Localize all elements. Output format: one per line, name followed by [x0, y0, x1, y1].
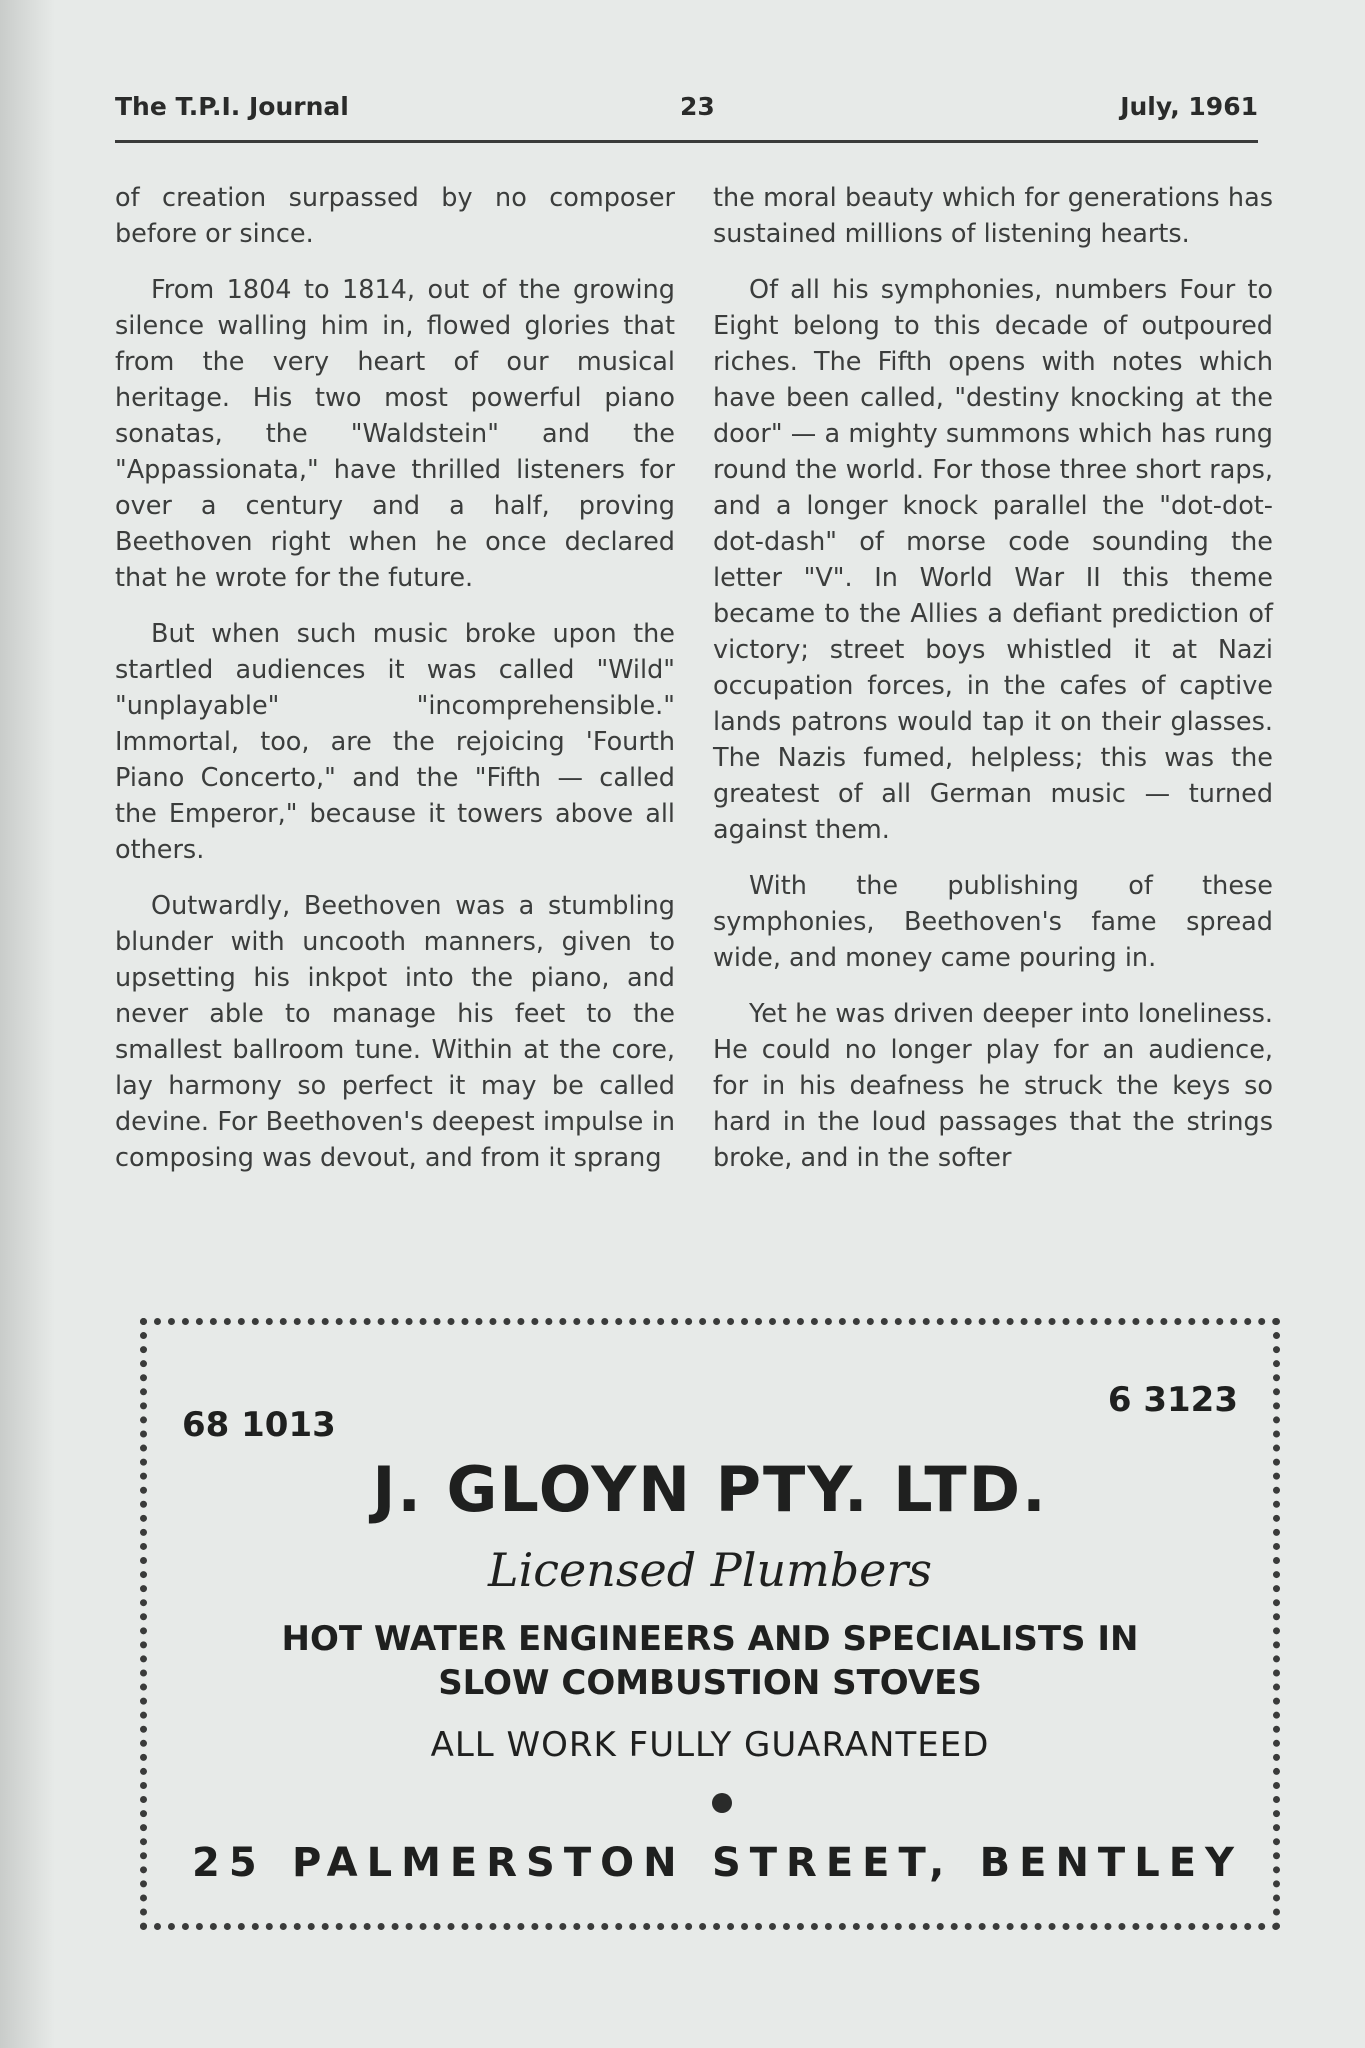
- bullet-dot-icon: [712, 1793, 732, 1813]
- paragraph: But when such music broke upon the startled audiences it was called "Wild" "unplayable" "incomprehensible." Immortal, too, are the rejoicing 'Fourth Piano Concerto," and the "Fifth — called the Emperor," because it towers above all others.: [115, 619, 675, 865]
- ad-phone-left: 68 1013: [182, 1405, 336, 1445]
- ad-address: 25 PALMERSTON STREET, BENTLEY: [192, 1840, 1243, 1886]
- paragraph: From 1804 to 1814, out of the growing silence walling him in, flowed glories that from the very heart of our musical heritage. His two most powerful piano sonatas, the "Waldstein" and the "Appassionata," have thrilled listeners for over a century and a half, proving Beethoven right when he once declared that he wrote for the future.: [115, 275, 675, 593]
- paragraph: Yet he was driven deeper into loneliness. He could no longer play for an audience, for in his deafness he struck the keys so hard in the loud passages that the strings broke, and in the softer: [713, 999, 1273, 1173]
- page-edge-shadow: [0, 0, 55, 2048]
- article-right-column: [713, 180, 1273, 1196]
- paragraph: of creation surpassed by no composer before or since.: [115, 183, 675, 249]
- ad-guarantee: ALL WORK FULLY GUARANTEED: [430, 1725, 990, 1765]
- plumber-advertisement: [140, 1318, 1280, 1930]
- page-number: 23: [680, 92, 715, 121]
- paragraph: Outwardly, Beethoven was a stumbling blunder with uncooth manners, given to upsetting his inkpot into the piano, and never able to manage his feet to the smallest ballroom tune. Within at the core, lay harmony so perfect it may be called devine. For Beethoven's deepest impulse in composing was devout, and from it sprang: [115, 891, 675, 1173]
- ad-phone-right: 6 3123: [1107, 1380, 1238, 1420]
- ad-tagline: Licensed Plumbers: [488, 1543, 932, 1597]
- paragraph: the moral beauty which for generations has sustained millions of listening hearts.: [713, 183, 1273, 249]
- ad-specialty: HOT WATER ENGINEERS AND SPECIALISTS IN SLOW COMBUSTION STOVES: [281, 1619, 1139, 1703]
- paragraph: With the publishing of these symphonies, Beethoven's fame spread wide, and money came pouring in.: [713, 871, 1273, 973]
- paragraph: Of all his symphonies, numbers Four to Eight belong to this decade of outpoured riches. The Fifth opens with notes which have been called, "destiny knocking at the door" — a mighty summons which has rung round the world. For those three short raps, and a longer knock parallel the "dot-dot-dot-dash" of morse code sounding the letter "V". In World War II this theme became to the Allies a defiant prediction of victory; street boys whistled it at Nazi occupation forces, in the cafes of captive lands patrons would tap it on their glasses. The Nazis fumed, helpless; this was the greatest of all German music — turned against them.: [713, 275, 1273, 845]
- issue-date: July, 1961: [1120, 92, 1258, 121]
- ad-company-name: J. GLOYN PTY. LTD.: [372, 1453, 1048, 1526]
- page-header: [115, 88, 1258, 143]
- article-left-column: [115, 180, 675, 1196]
- journal-title: The T.P.I. Journal: [115, 92, 349, 121]
